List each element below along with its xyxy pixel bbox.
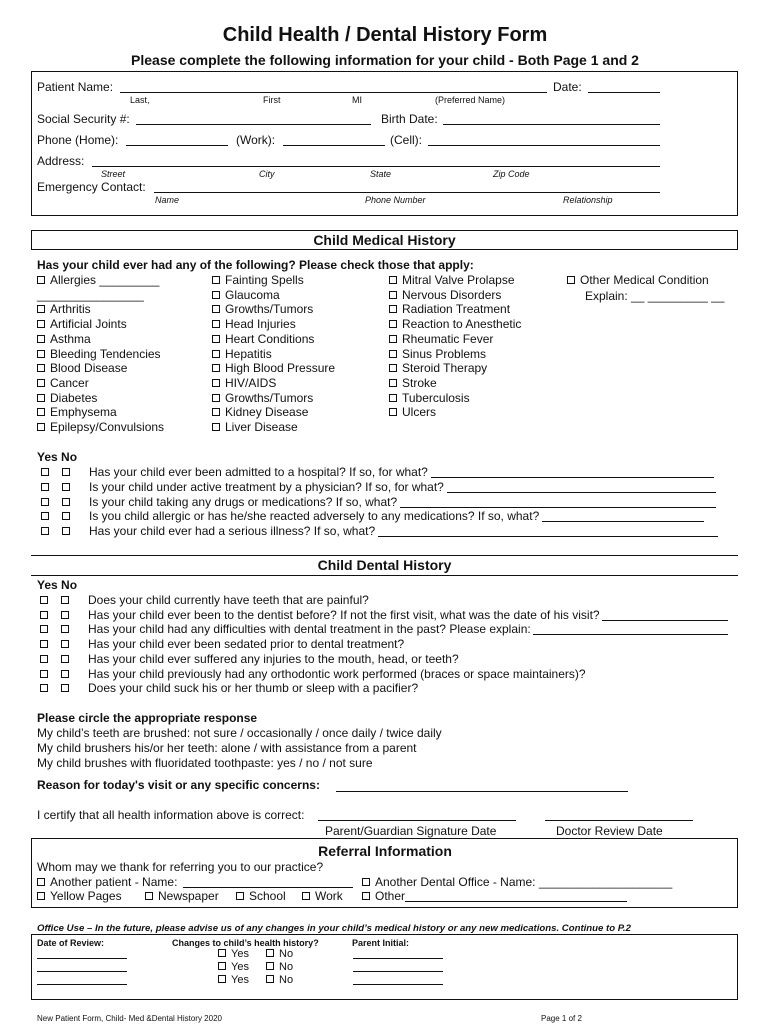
date-of-review-label: Date of Review: <box>37 938 105 948</box>
changes-yes[interactable]: Yes <box>218 974 249 986</box>
sub-phone-number: Phone Number <box>365 195 426 205</box>
changes-yes[interactable]: Yes <box>218 948 249 960</box>
phone-home-field[interactable] <box>126 145 228 146</box>
medical-question-item: Has your child ever had a serious illness? If so, what? <box>89 524 376 539</box>
checkbox[interactable] <box>567 276 575 284</box>
checkbox[interactable] <box>389 350 397 358</box>
yes-checkbox[interactable] <box>40 640 48 648</box>
medical-item[interactable]: Ulcers <box>389 405 436 419</box>
no-checkbox[interactable] <box>62 483 70 491</box>
checkbox[interactable] <box>212 350 220 358</box>
medical-answer-field[interactable] <box>542 521 704 522</box>
medical-item[interactable]: Mitral Valve Prolapse <box>389 273 515 287</box>
medical-item[interactable]: Reaction to Anesthetic <box>389 317 521 331</box>
medical-item[interactable]: Growths/Tumors <box>212 302 313 316</box>
medical-question-item: Has your child ever been admitted to a hospital? If so, for what? <box>89 465 428 479</box>
dental-question-item: Has your child had any difficulties with dental treatment in the past? Please explain: <box>88 622 531 637</box>
medical-history-header <box>31 230 738 250</box>
checkbox[interactable] <box>37 423 45 431</box>
medical-item[interactable]: Heart Conditions <box>212 332 314 346</box>
medical-item[interactable]: Radiation Treatment <box>389 302 510 316</box>
footer-right: Page 1 of 2 <box>541 1014 582 1023</box>
medical-item[interactable]: Rheumatic Fever <box>389 332 493 346</box>
referral-newspaper[interactable]: Newspaper <box>145 889 219 903</box>
checkbox[interactable] <box>212 364 220 372</box>
referral-title: Referral Information <box>318 843 452 859</box>
phone-work-label: (Work): <box>236 133 276 147</box>
medical-item[interactable]: Head Injuries <box>212 317 296 331</box>
no-checkbox[interactable] <box>62 527 70 535</box>
date-of-review-field[interactable] <box>37 984 127 985</box>
sub-city: City <box>259 169 275 179</box>
medical-item[interactable]: Diabetes <box>37 391 97 405</box>
doctor-review-field[interactable] <box>545 820 693 821</box>
yes-checkbox[interactable] <box>40 611 48 619</box>
reason-field[interactable] <box>336 791 628 792</box>
dental-yes-no-header: Yes No <box>37 578 78 592</box>
checkbox[interactable] <box>212 291 220 299</box>
checkbox[interactable] <box>37 878 45 886</box>
checkbox[interactable] <box>236 892 244 900</box>
changes-yes[interactable]: Yes <box>218 961 249 973</box>
referral-other[interactable]: Other <box>362 889 405 903</box>
checkbox[interactable] <box>37 335 45 343</box>
checkbox[interactable] <box>266 975 274 983</box>
checkbox[interactable] <box>212 394 220 402</box>
medical-item[interactable]: Liver Disease <box>212 420 298 434</box>
checkbox[interactable] <box>212 423 220 431</box>
certify-label: I certify that all health information above is correct: <box>37 808 305 822</box>
birth-date-field[interactable] <box>443 124 660 125</box>
checkbox[interactable] <box>212 408 220 416</box>
no-checkbox[interactable] <box>62 468 70 476</box>
medical-question-item: Is your child under active treatment by a physician? If so, for what? <box>89 479 444 494</box>
sub-relationship: Relationship <box>563 195 613 205</box>
medical-item[interactable]: Tuberculosis <box>389 391 470 405</box>
medical-answer-field[interactable] <box>447 492 716 493</box>
dental-question-item: Has your child previously had any orthodontic work performed (braces or space maintainers)? <box>88 666 586 681</box>
no-checkbox[interactable] <box>62 512 70 520</box>
checkbox[interactable] <box>362 892 370 900</box>
medical-answer-field[interactable] <box>378 536 718 537</box>
changes-no[interactable]: No <box>266 961 293 973</box>
no-checkbox[interactable] <box>61 596 69 604</box>
dental-question-item: Does your child suck his or her thumb or sleep with a pacifier? <box>88 681 419 696</box>
medical-item[interactable]: Growths/Tumors <box>212 391 313 405</box>
checkbox[interactable] <box>37 305 45 313</box>
reason-label: Reason for today's visit or any specific concerns: <box>37 778 320 792</box>
checkbox[interactable] <box>389 408 397 416</box>
sub-zip: Zip Code <box>493 169 530 179</box>
checkbox[interactable] <box>389 320 397 328</box>
dental-question-item: Does your child currently have teeth that are painful? <box>88 593 369 607</box>
changes-label: Changes to child’s health history? <box>172 938 319 948</box>
dental-rule-bottom <box>31 575 738 576</box>
medical-item[interactable]: Emphysema <box>37 405 117 419</box>
medical-history-title: Child Medical History <box>313 232 456 248</box>
sub-first: First <box>263 95 281 105</box>
dental-answer-field[interactable] <box>602 620 728 621</box>
medical-item[interactable]: Cancer <box>37 376 89 390</box>
medical-item[interactable]: ________________ <box>37 287 144 302</box>
checkbox[interactable] <box>266 949 274 957</box>
checkbox[interactable] <box>37 379 45 387</box>
checkbox[interactable] <box>218 962 226 970</box>
patient-name-field[interactable] <box>120 92 547 93</box>
yes-checkbox[interactable] <box>41 512 49 520</box>
form-subtitle: Please complete the following information for your child - Both Page 1 and 2 <box>131 52 639 68</box>
medical-item[interactable]: Blood Disease <box>37 361 127 375</box>
referral-another-patient[interactable]: Another patient - Name: <box>37 875 177 889</box>
footer-left: New Patient Form, Child- Med &Dental History 2020 <box>37 1014 222 1023</box>
checkbox[interactable] <box>389 394 397 402</box>
phone-work-field[interactable] <box>283 145 385 146</box>
parent-initial-label: Parent Initial: <box>352 938 410 948</box>
checkbox[interactable] <box>37 276 45 284</box>
yes-checkbox[interactable] <box>40 670 48 678</box>
brushing-frequency[interactable]: My child’s teeth are brushed: not sure / occasionally / once daily / twice daily <box>37 726 442 740</box>
fluoride-toothpaste[interactable]: My child brushes with fluoridated toothpaste: yes / no / not sure <box>37 756 373 770</box>
medical-item[interactable]: HIV/AIDS <box>212 376 276 390</box>
yes-checkbox[interactable] <box>40 596 48 604</box>
dental-question-item: Has your child ever been sedated prior to dental treatment? <box>88 637 405 652</box>
referral-school[interactable]: School <box>236 889 286 903</box>
phone-home-label: Phone (Home): <box>37 133 119 147</box>
medical-other-explain[interactable]: Explain: __ _________ __ <box>585 289 725 303</box>
yes-checkbox[interactable] <box>41 498 49 506</box>
sub-mi: MI <box>352 95 362 105</box>
address-label: Address: <box>37 154 85 168</box>
dental-question-item: Has your child ever been to the dentist before? If not the first visit, what was the date of his visit? <box>88 607 600 622</box>
dental-history-title: Child Dental History <box>317 557 452 573</box>
parent-initial-field[interactable] <box>353 984 443 985</box>
checkbox[interactable] <box>212 276 220 284</box>
checkbox[interactable] <box>389 335 397 343</box>
checkbox[interactable] <box>218 975 226 983</box>
medical-item[interactable]: Sinus Problems <box>389 347 486 361</box>
medical-answer-field[interactable] <box>431 477 714 478</box>
checkbox[interactable] <box>37 364 45 372</box>
date-of-review-field[interactable] <box>37 958 127 959</box>
checkbox[interactable] <box>37 408 45 416</box>
ssn-label: Social Security #: <box>37 112 130 126</box>
medical-item[interactable]: Bleeding Tendencies <box>37 347 161 361</box>
medical-item[interactable]: Arthritis <box>37 302 91 316</box>
changes-no[interactable]: No <box>266 948 293 960</box>
medical-question: Has your child ever had any of the following? Please check those that apply: <box>37 258 474 272</box>
medical-answer-field[interactable] <box>400 507 716 508</box>
parent-signature-field[interactable] <box>318 820 516 821</box>
referral-another-office[interactable]: Another Dental Office - Name: ____________________ <box>362 875 672 889</box>
yes-checkbox[interactable] <box>41 483 49 491</box>
no-checkbox[interactable] <box>62 498 70 506</box>
checkbox[interactable] <box>212 320 220 328</box>
changes-no[interactable]: No <box>266 974 293 986</box>
yes-checkbox[interactable] <box>40 655 48 663</box>
no-checkbox[interactable] <box>61 625 69 633</box>
parent-initial-field[interactable] <box>353 958 443 959</box>
yes-checkbox[interactable] <box>41 468 49 476</box>
medical-question-item: Is you child allergic or has he/she reacted adversely to any medications? If so, what? <box>89 509 540 524</box>
no-checkbox[interactable] <box>61 640 69 648</box>
date-label: Date: <box>553 80 582 94</box>
checkbox[interactable] <box>37 892 45 900</box>
date-field[interactable] <box>588 92 660 93</box>
checkbox[interactable] <box>389 291 397 299</box>
phone-cell-label: (Cell): <box>390 133 422 147</box>
checkbox[interactable] <box>389 379 397 387</box>
no-checkbox[interactable] <box>61 670 69 678</box>
checkbox[interactable] <box>37 320 45 328</box>
emergency-contact-field[interactable] <box>154 192 660 193</box>
ssn-field[interactable] <box>136 124 371 125</box>
medical-item[interactable]: High Blood Pressure <box>212 361 335 375</box>
medical-item-other[interactable]: Other Medical Condition <box>567 273 709 287</box>
medical-item[interactable]: Artificial Joints <box>37 317 127 331</box>
medical-item[interactable]: Kidney Disease <box>212 405 308 419</box>
parent-initial-field[interactable] <box>353 971 443 972</box>
brushing-assistance[interactable]: My child brushers his/or her teeth: alone / with assistance from a parent <box>37 741 417 755</box>
doctor-review-caption: Doctor Review Date <box>556 824 663 838</box>
no-checkbox[interactable] <box>61 655 69 663</box>
checkbox[interactable] <box>212 305 220 313</box>
yes-checkbox[interactable] <box>40 684 48 692</box>
no-checkbox[interactable] <box>61 684 69 692</box>
referral-patient-name-field[interactable] <box>183 887 353 888</box>
phone-cell-field[interactable] <box>428 145 660 146</box>
circle-title: Please circle the appropriate response <box>37 711 258 725</box>
checkbox[interactable] <box>212 379 220 387</box>
referral-question: Whom may we thank for referring you to our practice? <box>37 860 324 874</box>
dental-question-item: Has your child ever suffered any injuries to the mouth, head, or teeth? <box>88 651 459 666</box>
referral-work[interactable]: Work <box>302 889 343 903</box>
checkbox[interactable] <box>212 335 220 343</box>
sub-state: State <box>370 169 392 179</box>
medical-item[interactable]: Fainting Spells <box>212 273 304 287</box>
checkbox[interactable] <box>266 962 274 970</box>
checkbox[interactable] <box>362 878 370 886</box>
sub-street: Street <box>101 169 126 179</box>
checkbox[interactable] <box>37 350 45 358</box>
yes-checkbox[interactable] <box>41 527 49 535</box>
dental-history-header <box>31 556 738 576</box>
medical-item[interactable]: Nervous Disorders <box>389 288 501 302</box>
address-field[interactable] <box>92 166 660 167</box>
medical-item[interactable]: Asthma <box>37 332 91 346</box>
sub-last: Last, <box>130 95 150 105</box>
medical-item[interactable]: Glaucoma <box>212 288 280 302</box>
checkbox[interactable] <box>389 276 397 284</box>
checkbox[interactable] <box>389 305 397 313</box>
yes-checkbox[interactable] <box>40 625 48 633</box>
medical-question-item: Is your child taking any drugs or medications? If so, what? <box>89 494 398 509</box>
medical-item[interactable]: Hepatitis <box>212 347 272 361</box>
dental-answer-field[interactable] <box>533 634 728 635</box>
birth-date-label: Birth Date: <box>381 112 438 126</box>
dental-rule-top <box>31 555 738 556</box>
checkbox[interactable] <box>145 892 153 900</box>
medical-item[interactable]: Steroid Therapy <box>389 361 487 375</box>
checkbox[interactable] <box>302 892 310 900</box>
referral-other-field[interactable] <box>405 901 627 902</box>
emergency-contact-label: Emergency Contact: <box>37 180 146 194</box>
date-of-review-field[interactable] <box>37 971 127 972</box>
parent-signature-caption: Parent/Guardian Signature Date <box>325 824 497 838</box>
no-checkbox[interactable] <box>61 611 69 619</box>
sub-name: Name <box>155 195 180 205</box>
form-title: Child Health / Dental History Form <box>222 24 548 46</box>
medical-item[interactable]: Stroke <box>389 376 437 390</box>
checkbox[interactable] <box>218 949 226 957</box>
medical-item[interactable]: Allergies _________ <box>37 273 159 287</box>
medical-item[interactable]: Epilepsy/Convulsions <box>37 420 164 434</box>
referral-yellow-pages[interactable]: Yellow Pages <box>37 889 122 903</box>
checkbox[interactable] <box>389 364 397 372</box>
patient-name-label: Patient Name: <box>37 80 114 94</box>
sub-preferred: (Preferred Name) <box>435 95 506 105</box>
office-notice: Office Use – In the future, please advise us of any changes in your child’s medical history or any new medications. Continue to P.2 <box>37 923 631 934</box>
checkbox[interactable] <box>37 394 45 402</box>
medical-yes-no-header: Yes No <box>37 450 78 464</box>
